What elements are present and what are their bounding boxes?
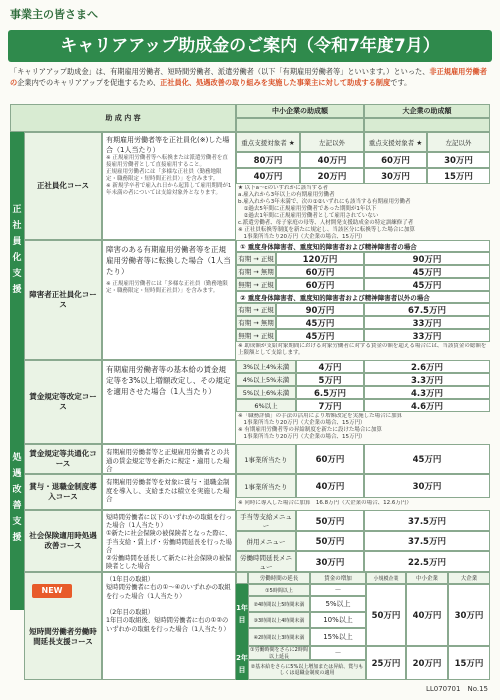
wage-r2-sme: 5万円	[296, 373, 364, 386]
seishain-row1-d: 30万円	[427, 152, 490, 168]
ins-r2-large: 37.5万円	[364, 531, 490, 551]
new-badge: NEW	[32, 584, 72, 598]
ins-r2-label: 併用メニュー	[236, 531, 296, 551]
common-large: 45万円	[364, 444, 490, 474]
priority-header-large: 重点支援対象者 ★	[364, 132, 427, 152]
d2-r3-label: 無期 → 正規	[236, 329, 276, 342]
st-y2-wage-desc: ②基本給をさらに5%以上増加または昇給、賞与もしくは退職金制度の適用	[248, 660, 366, 680]
st-y2-hours: ①労働時間をさらに2時間以上延長	[248, 646, 310, 660]
intro-p2-end: です。	[390, 78, 412, 87]
seishain-desc-main: 有期雇用労働者等を正社員化(※)した場合（1人当たり）	[106, 136, 230, 154]
seishain-desc	[102, 132, 236, 240]
st-year2: 2年目	[236, 646, 248, 680]
course-bonus: 賞与・退職金制度導入コース	[24, 474, 102, 510]
st-head-large: 大企業	[448, 572, 490, 584]
d1-r1-large: 90万円	[364, 252, 490, 265]
disabled-desc	[102, 240, 236, 360]
wage-r2-large: 3.3万円	[364, 373, 490, 386]
seishain-row1-c: 60万円	[364, 152, 427, 168]
wage-r3-large: 4.3万円	[364, 386, 490, 399]
wage-r1-sme: 4万円	[296, 360, 364, 373]
common-label: 1事業所当たり	[236, 444, 296, 474]
st-r1-wage: －	[310, 584, 366, 596]
col-sme-header: 中小企業の助成額	[236, 104, 364, 118]
ins-r3-label: 労働時間延長メニュー	[236, 551, 296, 572]
seishain-note3: ※ 新規学卒者で雇入れ日から起算して雇用期間が1年未満の者については支給対象外となります。	[106, 183, 232, 196]
priority-header-sme: 重点支援対象者 ★	[236, 132, 300, 152]
d2-r1-large: 67.5万円	[364, 303, 490, 316]
ins-r3-large: 22.5万円	[364, 551, 490, 572]
bonus-sme: 40万円	[296, 474, 364, 498]
disabled-sec2: ② 重度身体障害者、重度知的障害者および精神障害者以外の場合	[236, 291, 490, 303]
intro-p1-red: 非正規雇用労働者の	[10, 67, 487, 87]
intro-text	[10, 66, 490, 88]
wage-r2-label: 4%以上5%未満	[236, 373, 296, 386]
course-shorttime: 短時間労働者労働時間延長支援コース	[24, 572, 102, 680]
st-head-wage: 賃金の増加	[310, 572, 366, 584]
seishain-star-notes: ★ 以下a～cのいずれかに該当する者 a.雇入れから3年以上の有期雇用労働者 b.雇入れから3年未満で、次の①②いずれにも該当する有期雇用労働者 ①過去5年間に正規雇用労働者であった期間が1年以下 ②過去1年間に正規雇用労働者として雇用されていない c.派遣労働者、母子家庭の母等、人材開発支援助成金の特定訓練修了者 ※ 正社員転換等制度を新たに規定し、当該区分に転換等した場合に加算 1事業所当たり20万円（大企業の場合、15万円）	[238, 185, 415, 240]
d1-r2-large: 45万円	[364, 265, 490, 278]
st-head-sme: 中小企業	[406, 572, 448, 584]
st-head-small: 小規模企業	[366, 572, 406, 584]
bonus-desc: 有期雇用労働者等を対象に賞与・退職金制度を導入し、支給または積立を実施した場合	[102, 474, 236, 510]
d1-r3-label: 無期 → 正規	[236, 278, 276, 291]
d1-r1-label: 有期 → 正規	[236, 252, 276, 265]
d1-r1-sme: 120万円	[276, 252, 364, 265]
page-title: キャリアアップ助成金のご案内（令和7年度7月）	[8, 30, 492, 62]
wage-r3-label: 5%以上6%未満	[236, 386, 296, 399]
d1-r2-label: 有期 → 無期	[236, 265, 276, 278]
d2-r1-label: 有期 → 正規	[236, 303, 276, 316]
st-r3-wage: 10%以上	[310, 612, 366, 628]
sub-header-sme	[236, 118, 364, 132]
st-y1-sme: 40万円	[406, 584, 448, 646]
wage-r1-large: 2.6万円	[364, 360, 490, 373]
common-sme: 60万円	[296, 444, 364, 474]
ins-r2-sme: 50万円	[296, 531, 364, 551]
st-head-hours: 労働時間の延長	[248, 572, 310, 584]
course-disabled: 障害者正社員化コース	[24, 240, 102, 360]
st-r3-hours: ③3時間以上4時間未満	[248, 612, 310, 628]
st-year1: 1年目	[236, 584, 248, 646]
disabled-note: ※ 正規雇用労働者には「多様な正社員（勤務地限定・職務限定・短時間正社員）」を含みます。	[106, 281, 228, 294]
st-y1-small: 50万円	[366, 584, 406, 646]
wage-r4-sme: 7万円	[296, 399, 364, 412]
d1-r3-large: 45万円	[364, 278, 490, 291]
d2-r2-sme: 45万円	[276, 316, 364, 329]
wage-note: ※「職務評価」の手法の活用により増額改定を実施した場合に加算 1事業所当たり20万円（大企業の場合、15万円） ※ 有期雇用労働者等の昇給制度を新たに設けた場合に加算 1事業所当たり20万円（大企業の場合、15万円）	[238, 413, 403, 440]
wage-r4-large: 4.6万円	[364, 399, 490, 412]
d1-r2-sme: 60万円	[276, 265, 364, 278]
seishain-note2: 正規雇用労働者には「多様な正社員（勤務地限定・職務限定・短時間正社員）」を含みます。	[106, 169, 222, 182]
other-header-sme: 左記以外	[300, 132, 364, 152]
st-y2-large: 15万円	[448, 646, 490, 680]
st-r2-hours: ②4時間以上5時間未満	[248, 596, 310, 612]
disabled-desc-main: 障害のある有期雇用労働者等を正規雇用労働者等に転換した場合（1人当たり）	[106, 245, 231, 276]
side-label-shogu: 処遇改善支援	[10, 360, 24, 610]
wage-r1-label: 3%以上4%未満	[236, 360, 296, 373]
insurance-desc: 短時間労働者に以下のいずれかの取組を行った場合（1人当たり） ①新たに社会保険の被保険者となった際に、手当支給・賃上げ・労働時間延長を行った場合 ②労働時間を延長して新たに社会保険の被保険者とした場合	[102, 510, 236, 572]
st-y1-large: 30万円	[448, 584, 490, 646]
d2-r2-label: 有期 → 無期	[236, 316, 276, 329]
bonus-large: 30万円	[364, 474, 490, 498]
col-large-header: 大企業の助成額	[364, 104, 490, 118]
seishain-note1: ※ 正規雇用労働者等へ転換または派遣労働者を直接雇用労働者として直接雇用すること。	[106, 155, 228, 168]
side-label-seishain: 正社員化支援	[10, 132, 24, 360]
d2-r3-large: 33万円	[364, 329, 490, 342]
bonus-label: 1事業所当たり	[236, 474, 296, 498]
d2-r2-large: 33万円	[364, 316, 490, 329]
seishain-row1-b: 40万円	[300, 152, 364, 168]
col-content-header: 助 成 内 容	[10, 104, 236, 132]
intro-p1: 「キャリアアップ助成金」は、有期雇用労働者、短時間労働者、派遣労働者（以下「有期雇用労働者等」といいます。）といった、	[10, 67, 430, 76]
to-employers: 事業主の皆さまへ	[10, 8, 98, 21]
course-insurance: 社会保険適用時処遇改善コース	[24, 510, 102, 572]
ins-r3-sme: 30万円	[296, 551, 364, 572]
st-r2-wage: 5%以上	[310, 596, 366, 612]
ins-r1-sme: 50万円	[296, 510, 364, 531]
st-r4-wage: 15%以上	[310, 628, 366, 646]
seishain-row2-b: 20万円	[300, 168, 364, 184]
st-y2-r1-wage: －	[310, 646, 366, 660]
st-head-blank	[236, 572, 248, 584]
intro-p2: 企業内でのキャリアアップを促進するため、	[17, 78, 161, 87]
d2-r1-sme: 90万円	[276, 303, 364, 316]
st-r4-hours: ④2時間以上3時間未満	[248, 628, 310, 646]
disabled-sec1: ① 重度身体障害者、重度知的障害者および精神障害者の場合	[236, 240, 490, 252]
d2-r3-sme: 45万円	[276, 329, 364, 342]
d1-r3-sme: 60万円	[276, 278, 364, 291]
disabled-sec-note: ※ 助成額が支給対象期間における対象労働者に対する賃金の額を超える場合には、当該賃金の総額を上限額として支給します。	[238, 343, 487, 356]
st-y2-small: 25万円	[366, 646, 406, 680]
ins-r1-large: 37.5万円	[364, 510, 490, 531]
wage-r3-sme: 6.5万円	[296, 386, 364, 399]
sub-header-large	[364, 118, 490, 132]
footer-code: LL070701 No.15	[425, 685, 488, 693]
common-desc: 有期雇用労働者等と正規雇用労働者との共通の賃金規定等を新たに規定・適用した場合	[102, 444, 236, 474]
ins-r1-label: 手当等支給メニュー	[236, 510, 296, 531]
bonus-note: ※ 同時に導入した場合に加算 16.8万円（大企業の場合、12.6万円）	[238, 500, 412, 506]
course-common: 賃金規定等共通化コース	[24, 444, 102, 474]
st-r1-hours: ①5時間以上	[248, 584, 310, 596]
shorttime-desc: （1年目の取組） 短時間労働者に右の①～④のいずれかの取組を行った場合（1人当たり） （2年目の取組） 1年目の取組後、短時間労働者に右の①②のいずれかの取組を行った場合（1人当たり）	[102, 572, 236, 680]
other-header-large: 左記以外	[427, 132, 490, 152]
st-y2-sme: 20万円	[406, 646, 448, 680]
course-wage: 賃金規定等改定コース	[24, 360, 102, 444]
seishain-row2-d: 15万円	[427, 168, 490, 184]
course-seishain: 正社員化コース	[24, 132, 102, 240]
intro-p2-red: 正社員化、処遇改善の取り組みを実施した事業主に対して助成する制度	[160, 78, 391, 87]
seishain-row1-a: 80万円	[236, 152, 300, 168]
seishain-row2-a: 40万円	[236, 168, 300, 184]
seishain-row2-c: 30万円	[364, 168, 427, 184]
wage-desc: 有期雇用労働者等の基本給の賃金規定等を3%以上増額改定し、その規定を適用させた場合（1人当たり）	[102, 360, 236, 444]
wage-r4-label: 6%以上	[236, 399, 296, 412]
